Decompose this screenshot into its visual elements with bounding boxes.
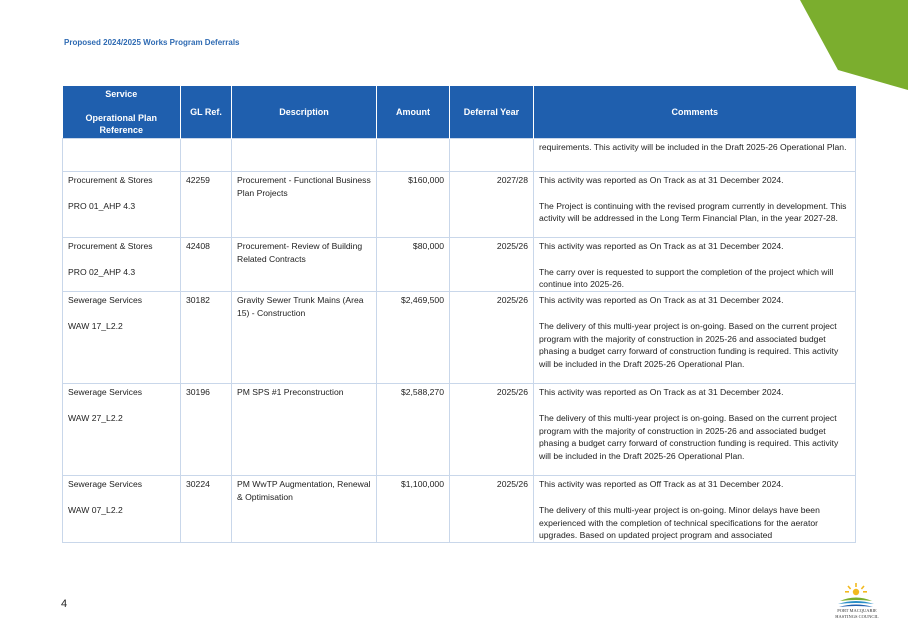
header-amount: Amount [377, 86, 450, 139]
continued-comment: requirements. This activity will be included in the Draft 2025-26 Operational Plan. [534, 139, 856, 172]
corner-accent-shape [798, 0, 908, 90]
page-number: 4 [61, 598, 68, 610]
row-comment-status: This activity was reported as On Track as at 31 December 2024. [539, 241, 784, 251]
row-service: Sewerage Services [68, 479, 143, 490]
header-reference-label: Operational Plan Reference [85, 113, 158, 135]
table-row [63, 384, 856, 476]
row-comment-detail: The delivery of this multi-year project is on-going. Based on the current project program with the majority of construction in 2025-26 and associated budget phasing a budget carry forward of construction funding is required. This activity will be included in the Draft 2025-26 Operational Plan. [539, 412, 839, 461]
row-gl-ref: 30224 [181, 476, 232, 543]
row-service: Sewerage Services [68, 295, 143, 306]
row-service: Procurement & Stores [68, 175, 153, 185]
table-row [63, 172, 856, 238]
header-service [63, 86, 181, 139]
table-row [63, 238, 856, 292]
header-service-label: Service [105, 89, 138, 99]
row-amount: $160,000 [377, 172, 450, 238]
row-reference: WAW 07_L2.2 [68, 504, 123, 515]
row-comment-status: This activity was reported as Off Track as at 31 December 2024. [539, 479, 784, 490]
table-header-row [63, 86, 856, 139]
row-deferral-year: 2025/26 [450, 384, 534, 476]
row-amount: $80,000 [377, 238, 450, 292]
row-deferral-year: 2025/26 [450, 476, 534, 543]
row-description: Procurement - Functional Business Plan Projects [232, 172, 377, 238]
row-amount: $2,469,500 [377, 292, 450, 384]
row-reference: PRO 01_AHP 4.3 [68, 200, 136, 211]
row-comment-detail: The Project is continuing with the revised program currently in development. This activity will be addressed in the Long Term Financial Plan, in the year 2027-28. [539, 200, 847, 224]
header-comments: Comments [534, 86, 856, 139]
row-gl-ref: 42259 [181, 172, 232, 238]
row-comment-status: This activity was reported as On Track as at 31 December 2024. [539, 175, 784, 185]
logo-text-line2: HASTINGS COUNCIL [835, 614, 879, 619]
row-gl-ref: 30196 [181, 384, 232, 476]
row-service: Sewerage Services [68, 387, 143, 398]
row-service: Procurement & Stores [68, 241, 153, 251]
row-comment-detail: The carry over is requested to support the completion of the project which will continue into 2025-26. [539, 266, 834, 290]
row-description: Gravity Sewer Trunk Mains (Area 15) - Construction [232, 292, 377, 384]
deferrals-table [62, 86, 856, 543]
row-deferral-year: 2025/26 [450, 238, 534, 292]
row-description: PM WwTP Augmentation, Renewal & Optimisation [232, 476, 377, 543]
row-description: Procurement- Review of Building Related Contracts [232, 238, 377, 292]
row-gl-ref: 42408 [181, 238, 232, 292]
header-description: Description [232, 86, 377, 139]
row-reference: WAW 17_L2.2 [68, 320, 123, 331]
row-reference: WAW 27_L2.2 [68, 412, 123, 423]
table-row [63, 292, 856, 384]
row-deferral-year: 2025/26 [450, 292, 534, 384]
header-deferral-year: Deferral Year [450, 86, 534, 139]
row-amount: $2,588,270 [377, 384, 450, 476]
document-title: Proposed 2024/2025 Works Program Deferrals [64, 38, 240, 47]
row-comment-detail: The delivery of this multi-year project is on-going. Minor delays have been experienced with the completion of technical specifications for the aerator upgrades. Based on updated project program and associated [539, 504, 820, 541]
table-row-continued [63, 139, 856, 172]
row-amount: $1,100,000 [377, 476, 450, 543]
row-gl-ref: 30182 [181, 292, 232, 384]
logo-text-line1: PORT MACQUARIE [837, 608, 877, 613]
row-reference: PRO 02_AHP 4.3 [68, 266, 136, 277]
row-comment-status: This activity was reported as On Track as at 31 December 2024. [539, 295, 784, 306]
row-comment-detail: The delivery of this multi-year project is on-going. Based on the current project program with the majority of construction in 2025-26 and associated budget phasing a budget carry forward of construction funding is required. This activity will be included in the Draft 2025-26 Operational Plan. [539, 320, 839, 369]
row-comment-status: This activity was reported as On Track as at 31 December 2024. [539, 387, 784, 398]
council-logo-icon [826, 582, 886, 627]
row-description: PM SPS #1 Preconstruction [232, 384, 377, 476]
row-deferral-year: 2027/28 [450, 172, 534, 238]
table-row [63, 476, 856, 543]
header-gl-ref: GL Ref. [181, 86, 232, 139]
